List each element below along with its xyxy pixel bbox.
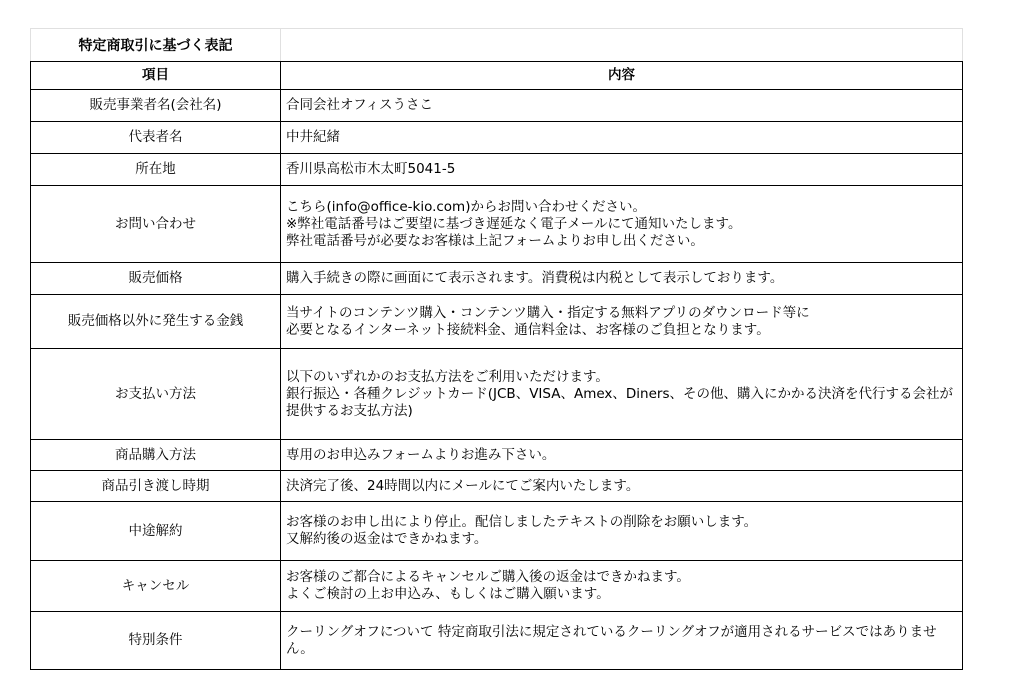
table-row bbox=[31, 471, 963, 502]
row-label: キャンセル bbox=[31, 561, 281, 612]
row-content bbox=[281, 263, 963, 295]
content-line: 香川県高松市木太町5041-5 bbox=[286, 161, 456, 177]
content-line: こちら(info@office-kio.com)からお問い合わせください。 bbox=[286, 198, 646, 215]
row-content bbox=[281, 122, 963, 154]
row-label: 商品引き渡し時期 bbox=[31, 471, 281, 502]
content-line: 弊社電話番号が必要なお客様は上記フォームよりお申し出ください。 bbox=[286, 232, 704, 249]
content-line: 当サイトのコンテンツ購入・コンテンツ購入・指定する無料アプリのダウンロード等に bbox=[286, 304, 810, 321]
row-content bbox=[281, 612, 963, 670]
content-line: 購入手続きの際に画面にて表示されます。消費税は内税として表示しております。 bbox=[286, 270, 784, 286]
row-label: 中途解約 bbox=[31, 502, 281, 561]
content-line: 決済完了後、24時間以内にメールにてご案内いたします。 bbox=[286, 477, 640, 494]
row-label: 所在地 bbox=[31, 154, 281, 186]
content-line: 以下のいずれかのお支払方法をご利用いただけます。 bbox=[286, 368, 609, 385]
table-row bbox=[31, 90, 963, 122]
content-line: お客様のお申し出により停止。配信しましたテキストの削除をお願いします。 bbox=[286, 514, 758, 530]
row-content bbox=[281, 154, 963, 186]
row-content bbox=[281, 561, 963, 612]
content-line: 専用のお申込みフォームよりお進み下さい。 bbox=[286, 446, 556, 463]
legal-notice-table bbox=[30, 61, 963, 670]
table-row bbox=[31, 349, 963, 440]
table-row bbox=[31, 122, 963, 154]
row-label: 販売事業者名(会社名) bbox=[31, 90, 281, 122]
legal-notice-sheet bbox=[30, 28, 963, 670]
row-label: 販売価格 bbox=[31, 263, 281, 295]
table-row bbox=[31, 295, 963, 349]
content-line: お客様のご都合によるキャンセルご購入後の返金はできかねます。 bbox=[286, 569, 690, 585]
content-line: 必要となるインターネット接続料金、通信料金は、お客様のご負担となります。 bbox=[286, 321, 770, 338]
content-line: 中井紀緒 bbox=[286, 129, 340, 145]
row-label: お支払い方法 bbox=[31, 349, 281, 440]
content-line: 又解約後の返金はできかねます。 bbox=[286, 531, 488, 547]
row-content bbox=[281, 349, 963, 440]
table-row bbox=[31, 561, 963, 612]
content-line: 合同会社オフィスうさこ bbox=[286, 97, 434, 113]
table-row bbox=[31, 263, 963, 295]
row-label: 特別条件 bbox=[31, 612, 281, 670]
row-content bbox=[281, 440, 963, 471]
table-row bbox=[31, 440, 963, 471]
table-row bbox=[31, 154, 963, 186]
row-content bbox=[281, 502, 963, 561]
table-row bbox=[31, 502, 963, 561]
content-line: よくご検討の上お申込み、もしくはご購入願います。 bbox=[286, 586, 610, 602]
row-content bbox=[281, 90, 963, 122]
content-line: クーリングオフについて 特定商取引法に規定されているクーリングオフが適用されるサービスではありません。 bbox=[286, 623, 937, 657]
row-label: お問い合わせ bbox=[31, 186, 281, 263]
header-content: 内容 bbox=[281, 62, 963, 90]
row-label: 商品購入方法 bbox=[31, 440, 281, 471]
title-row bbox=[30, 28, 963, 61]
header-item: 項目 bbox=[31, 62, 281, 90]
row-content bbox=[281, 471, 963, 502]
content-line: ※弊社電話番号はご要望に基づき遅延なく電子メールにて通知いたします。 bbox=[286, 215, 742, 232]
row-label: 販売価格以外に発生する金銭 bbox=[31, 295, 281, 349]
title-empty-cell bbox=[280, 28, 963, 61]
row-content bbox=[281, 295, 963, 349]
document-title: 特定商取引に基づく表記 bbox=[30, 28, 280, 61]
row-content bbox=[281, 186, 963, 263]
content-line: 銀行振込・各種クレジットカード(JCB、VISA、Amex、Diners、その他、購入にかかる決済を代行する会社が提供するお支払方法) bbox=[286, 385, 953, 419]
table-row bbox=[31, 186, 963, 263]
row-label: 代表者名 bbox=[31, 122, 281, 154]
table-row bbox=[31, 612, 963, 670]
header-row bbox=[31, 62, 963, 90]
